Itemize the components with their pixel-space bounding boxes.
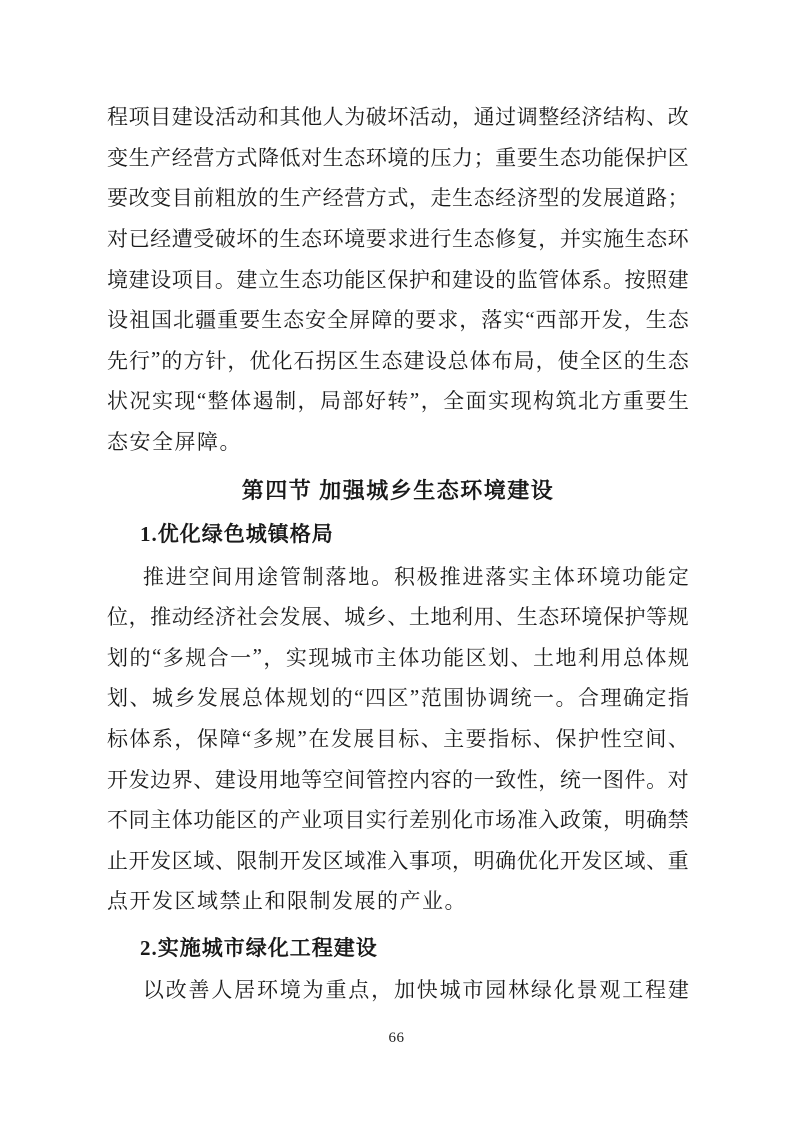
text-line: 要 改 变 目 前 粗 放 的 生 产 经 营 方 式 ， 走 生 态 经 济 型 的 发 展 道 路 ； (107, 186, 689, 211)
page-number: 66 (388, 1030, 405, 1046)
text-line: 开 发 边 界 、 建 设 用 地 等 空 间 管 控 内 容 的 一 致 性 ， 统 一 图 件 。 对 (107, 767, 689, 792)
text-line: 变 生 产 经 营 方 式 降 低 对 生 态 环 境 的 压 力 ； 重 要 生 态 功 能 保 护 区 (107, 145, 689, 170)
text-column (107, 96, 689, 1009)
text-line: 不 同 主 体 功 能 区 的 产 业 项 目 实 行 差 别 化 市 场 准 入 政 策 ， 明 确 禁 (107, 808, 689, 833)
paragraph-green-town-layout (107, 555, 689, 920)
text-line: 止 开 发 区 域 、 限 制 开 发 区 域 准 入 事 项 ， 明 确 优 化 开 发 区 域 、 重 (107, 848, 689, 873)
text-line: 状 况 实 现 “ 整 体 遏 制 ， 局 部 好 转 ” ， 全 面 实 现 构 筑 北 方 重 要 生 (107, 387, 689, 414)
text-line: 标 体 系 ， 保 障 “ 多 规 ” 在 发 展 目 标 、 主 要 指 标 、 保 护 性 空 间 、 (107, 725, 689, 752)
text-line: 程 项 目 建 设 活 动 和 其 他 人 为 破 坏 活 动 ， 通 过 调 整 经 济 结 构 、 改 (107, 105, 689, 130)
subsection-heading-2: 2.实施城市绿化工程建设 (140, 935, 378, 960)
text-line: 点开发区域禁止和限制发展的产业。 (107, 889, 467, 914)
text-line: 位 ， 推 动 经 济 社 会 发 展 、 城 乡 、 土 地 利 用 、 生 态 环 境 保 护 等 规 (107, 605, 689, 630)
text-line: 态安全屏障。 (107, 430, 242, 455)
text-line: 推 进 空 间 用 途 管 制 落 地 。 积 极 推 进 落 实 主 体 环 境 功 能 定 (142, 564, 689, 589)
text-line: 划 的 “ 多 规 合 一 ” ， 实 现 城 市 主 体 功 能 区 划 、 土 地 利 用 总 体 规 (107, 644, 689, 670)
text-line: 以 改 善 人 居 环 境 为 重 点 ， 加 快 城 市 园 林 绿 化 景 观 工 程 建 (142, 977, 689, 1002)
paragraph-ecology-continuation (107, 96, 689, 461)
text-line: 对 已 经 遭 受 破 坏 的 生 态 环 境 要 求 进 行 生 态 修 复 ， 并 实 施 生 态 环 (107, 227, 689, 252)
text-line: 划 、 城 乡 发 展 总 体 规 划 的 “ 四 区 ” 范 围 协 调 统 一 。 合 理 确 定 指 (107, 684, 689, 711)
text-line: 境 建 设 项 目 。 建 立 生 态 功 能 区 保 护 和 建 设 的 监 管 体 系 。 按 照 建 (107, 267, 689, 292)
subsection-heading-1: 1.优化绿色城镇格局 (140, 522, 334, 547)
text-line: 先 行 ” 的 方 针 ， 优 化 石 拐 区 生 态 建 设 总 体 布 局 ， 使 全 区 的 生 态 (107, 347, 689, 373)
text-line: 设 祖 国 北 疆 重 要 生 态 安 全 屏 障 的 要 求 ， 落 实 “ 西 部 开 发 ， 生 态 (107, 306, 689, 333)
paragraph-city-greening (107, 969, 689, 1010)
section-heading: 第四节 加强城乡生态环境建设 (241, 478, 555, 504)
